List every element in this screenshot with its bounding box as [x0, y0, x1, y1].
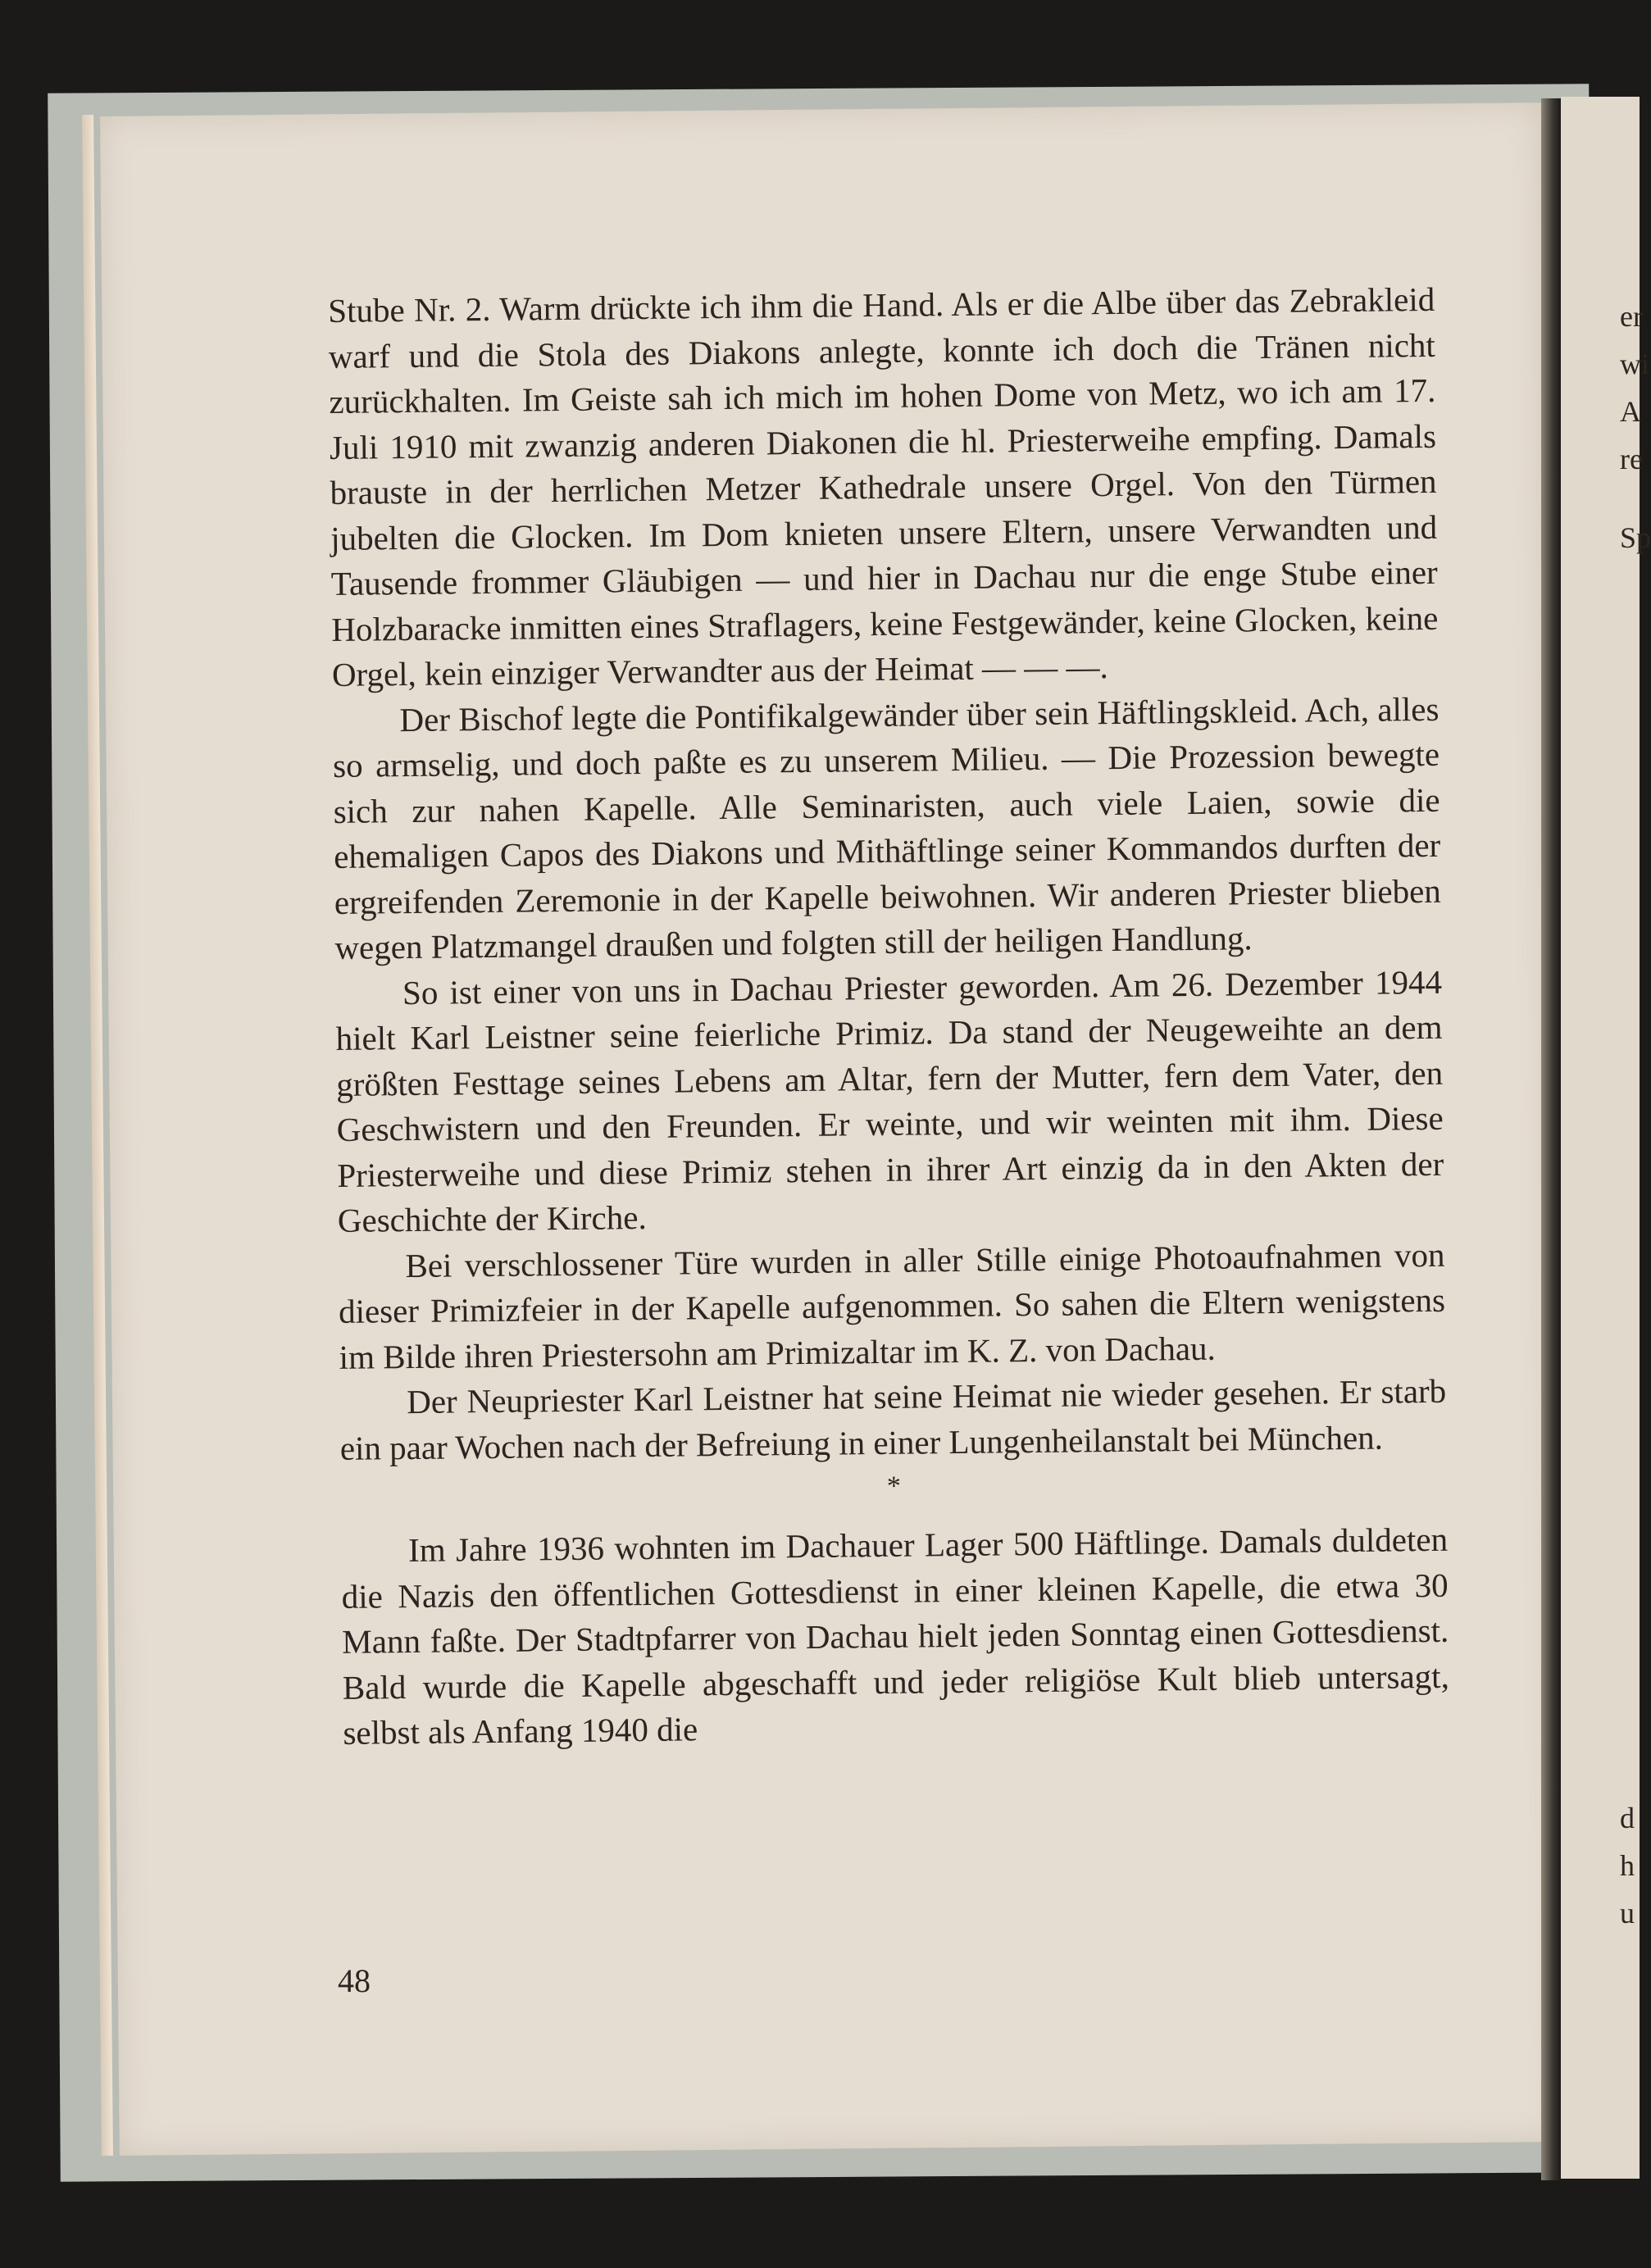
facing-page-fragment: u — [1620, 1897, 1635, 1929]
paragraph: Der Bischof legte die Pontifikalgewänder über sein Häftlingskleid. Ach, alles so armselig, und doch paßte es zu unserem Milieu. — Die Prozession bewegte sich zur nahen Kapelle. Alle Seminaristen, auch viele Laien, sowie die ehemaligen Capos des Diakons und Mithäftlinge seiner Kommandos durften der ergreifenden Zeremonie in der Kapelle beiwohnen. Wir anderen Priester blieben wegen Platzmangel draußen und folgten still der heiligen Handlung. — [332, 689, 1442, 966]
facing-page-fragment: d — [1620, 1802, 1635, 1834]
body-text — [328, 277, 1450, 1757]
facing-page-fragment: A — [1620, 395, 1641, 428]
facing-page-fragment: wi — [1620, 348, 1649, 380]
book-gutter — [1541, 98, 1561, 2180]
paragraph: Im Jahre 1936 wohnten im Dachauer Lager 500 Häftlinge. Damals duldeten die Nazis den öffentlichen Gottesdienst in einer kleinen Kapelle, die etwa 30 Mann faßte. Der Stadtpfarrer von Dachau hielt jeden Sonntag einen Gottesdienst. Bald wurde die Kapelle abgeschafft und jeder religiöse Kult blieb untersagt, selbst als Anfang 1940 die — [341, 1520, 1450, 1752]
facing-page-fragment: re — [1620, 443, 1643, 475]
paragraph: Bei verschlossener Türe wurden in aller Stille einige Photoaufnahmen von dieser Primizfeier in der Kapelle aufgenommen. So sahen die Eltern wenigstens im Bilde ihren Priestersohn am Primizaltar im K. Z. von Dachau. — [338, 1235, 1446, 1376]
facing-page-fragment: Sp — [1620, 521, 1651, 554]
paragraph: Der Neupriester Karl Leistner hat seine Heimat nie wieder gesehen. Er starb ein paar Wochen nach der Befreiung in einer Lungenheilanstalt bei München. — [339, 1371, 1447, 1467]
facing-page-fragment: h — [1620, 1849, 1635, 1882]
paragraph: So ist einer von uns in Dachau Priester geworden. Am 26. Dezember 1944 hielt Karl Leistner seine feierliche Primiz. Da stand der Neugeweihte an dem größten Festtage seines Lebens am Altar, fern der Mutter, fern dem Vater, den Geschwistern und den Freunden. Er weinte, und wir weinten mit ihm. Diese Priesterweihe und diese Primiz stehen in ihrer Art einzig da in den Akten der Geschichte der Kirche. — [335, 962, 1444, 1239]
section-separator: * — [886, 1470, 902, 1502]
facing-page-edge — [1561, 97, 1651, 2179]
page-number: 48 — [338, 1962, 371, 1999]
facing-page-fragment: er — [1620, 300, 1643, 333]
paragraph: Stube Nr. 2. Warm drückte ich ihm die Hand. Als er die Albe über das Zebrakleid warf und die Stola des Diakons anlegte, konnte ich doch die Tränen nicht zurückhalten. Im Geiste sah ich mich im hohen Dome von Metz, wo ich am 17. Juli 1910 mit zwanzig anderen Diakonen die hl. Priesterweihe empfing. Damals brauste in der herrlichen Metzer Kathedrale unsere Orgel. Von den Türmen jubelten die Glocken. Im Dom knieten unsere Eltern, unsere Verwandten und Tausende frommer Gläubigen — und hier in Dachau nur die enge Stube einer Holzbaracke inmitten eines Straflagers, keine Festgewänder, keine Glocken, keine Orgel, kein einziger Verwandter aus der Heimat — — —. — [328, 280, 1439, 693]
